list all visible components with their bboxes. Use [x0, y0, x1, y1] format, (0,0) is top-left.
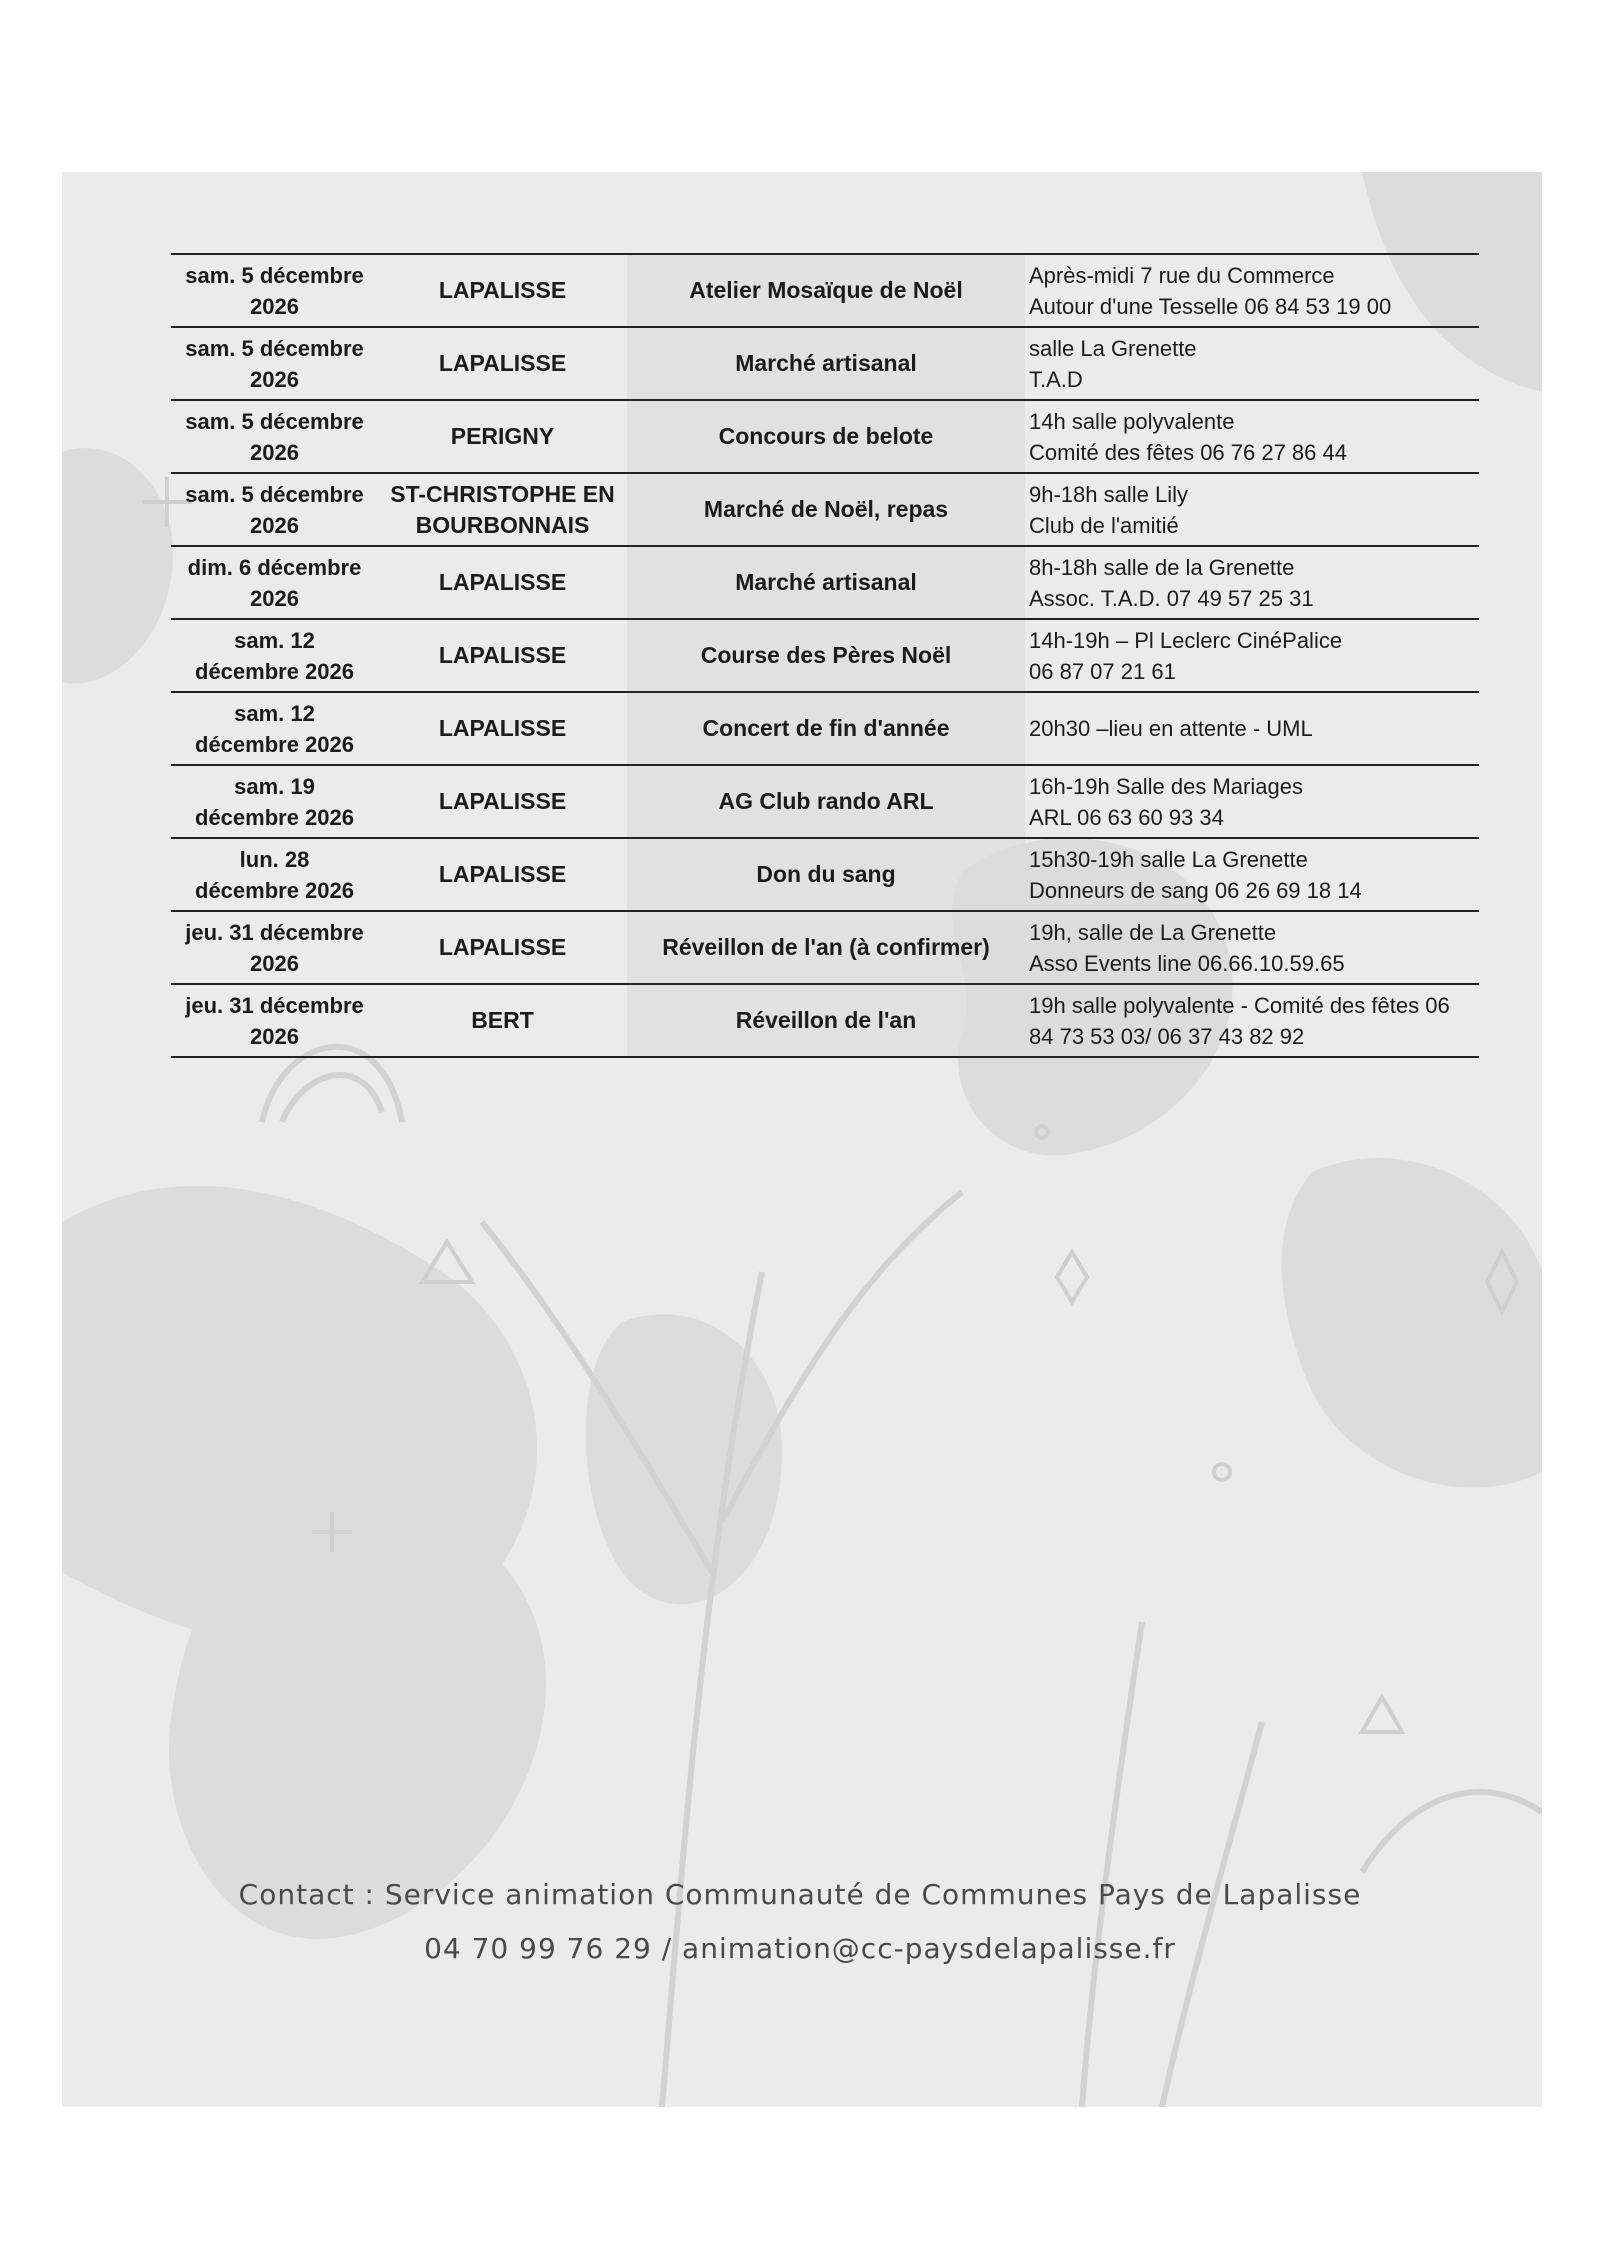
event-title: Atelier Mosaïque de Noël: [627, 254, 1025, 327]
event-town: LAPALISSE: [438, 569, 567, 595]
table-row: [171, 765, 1479, 838]
event-date: lun. 28 décembre 2026: [195, 846, 354, 903]
event-town: LAPALISSE: [438, 934, 567, 960]
event-info: 19h salle polyvalente - Comité des fêtes 06 84 73 53 03/ 06 37 43 82 92: [1029, 992, 1450, 1049]
event-town: LAPALISSE: [438, 277, 567, 303]
event-title: Don du sang: [627, 838, 1025, 911]
table-row: [171, 984, 1479, 1057]
event-date: sam. 12 décembre 2026: [195, 627, 354, 684]
event-title: Course des Pères Noël: [627, 619, 1025, 692]
event-info: 8h-18h salle de la Grenette Assoc. T.A.D. 07 49 57 25 31: [1029, 554, 1314, 611]
table-row: [171, 619, 1479, 692]
table-row: [171, 327, 1479, 400]
event-info: 15h30-19h salle La Grenette Donneurs de sang 06 26 69 18 14: [1029, 846, 1362, 903]
event-title: Marché artisanal: [627, 327, 1025, 400]
event-date: sam. 5 décembre 2026: [185, 481, 364, 538]
table-row: [171, 254, 1479, 327]
contact-line: Contact : Service animation Communauté de Communes Pays de Lapalisse: [238, 1878, 1362, 1911]
event-title: Concert de fin d'année: [627, 692, 1025, 765]
event-title: Marché artisanal: [627, 546, 1025, 619]
event-date: jeu. 31 décembre 2026: [185, 992, 364, 1049]
event-info: salle La Grenette T.A.D: [1029, 335, 1197, 392]
events-table: [171, 253, 1479, 1058]
event-info: 16h-19h Salle des Mariages ARL 06 63 60 93 34: [1029, 773, 1303, 830]
event-town: LAPALISSE: [438, 861, 567, 887]
event-date: sam. 19 décembre 2026: [195, 773, 354, 830]
table-row: [171, 546, 1479, 619]
event-date: sam. 5 décembre 2026: [185, 335, 364, 392]
event-date: sam. 12 décembre 2026: [195, 700, 354, 757]
event-town: ST-CHRISTOPHE EN BOURBONNAIS: [390, 480, 615, 538]
event-date: sam. 5 décembre 2026: [185, 262, 364, 319]
event-town: BERT: [471, 1007, 534, 1033]
event-title: Marché de Noël, repas: [627, 473, 1025, 546]
event-info: 9h-18h salle Lily Club de l'amitié: [1029, 481, 1188, 538]
table-row: [171, 473, 1479, 546]
event-info: Après-midi 7 rue du Commerce Autour d'une Tesselle 06 84 53 19 00: [1029, 262, 1392, 319]
table-row: [171, 838, 1479, 911]
table-row: [171, 692, 1479, 765]
event-title: Réveillon de l'an: [627, 984, 1025, 1057]
event-town: LAPALISSE: [438, 715, 567, 741]
event-title: AG Club rando ARL: [627, 765, 1025, 838]
event-town: LAPALISSE: [438, 350, 567, 376]
table-row: [171, 400, 1479, 473]
event-info: 20h30 –lieu en attente - UML: [1029, 716, 1313, 741]
event-info: 14h-19h – Pl Leclerc CinéPalice 06 87 07 21 61: [1029, 627, 1343, 684]
event-title: Réveillon de l'an (à confirmer): [627, 911, 1025, 984]
event-info: 19h, salle de La Grenette Asso Events line 06.66.10.59.65: [1029, 919, 1345, 976]
contact-phone-email[interactable]: 04 70 99 76 29 / animation@cc-paysdelapalisse.fr: [424, 1932, 1176, 1965]
event-date: dim. 6 décembre 2026: [187, 554, 362, 611]
event-town: PERIGNY: [450, 423, 555, 449]
event-date: sam. 5 décembre 2026: [185, 408, 364, 465]
table-row: [171, 911, 1479, 984]
event-date: jeu. 31 décembre 2026: [185, 919, 364, 976]
event-title: Concours de belote: [627, 400, 1025, 473]
event-info: 14h salle polyvalente Comité des fêtes 06 76 27 86 44: [1029, 408, 1347, 465]
event-town: LAPALISSE: [438, 788, 567, 814]
event-town: LAPALISSE: [438, 642, 567, 668]
